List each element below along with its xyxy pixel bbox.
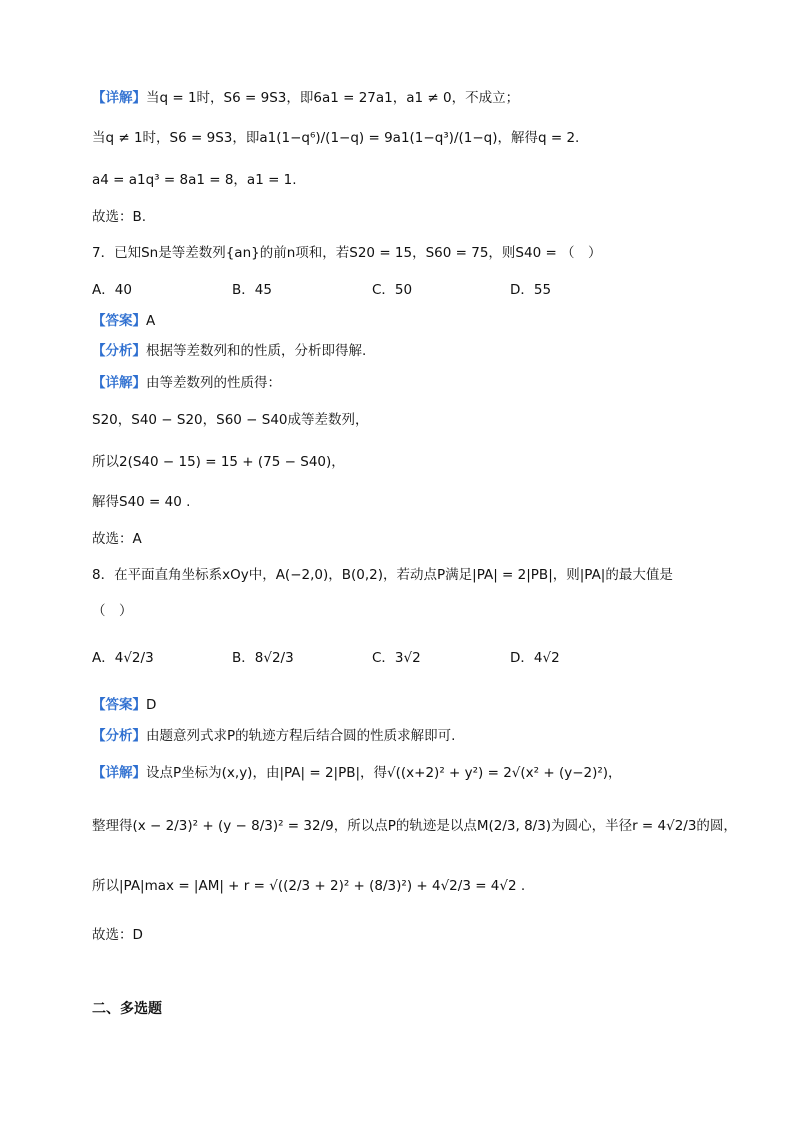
q7-answer <box>92 311 155 331</box>
detail-tag: 【详解】 <box>92 375 146 391</box>
q7-detail-2: 所以2(S40 − 15) = 15 + (75 − S40)， <box>92 454 345 470</box>
q7-answer-value: A <box>146 313 156 329</box>
q8-stem-blank: （ ） <box>92 603 133 619</box>
q8-detail-2: 整理得(x − 2/3)² + (y − 8/3)² = 32/9，所以点P的轨迹是以点M(2/3, 8/3)为圆心，半径r = 4√2/3的圆， <box>92 818 737 834</box>
q7-choose: 故选：A <box>92 531 142 547</box>
q7-detail-1: S20，S40 − S20，S60 − S40成等差数列， <box>92 412 369 428</box>
q7-option-c: C．50 <box>372 282 413 298</box>
q8-stem: 8．在平面直角坐标系xOy中，A(−2,0)，B(0,2)，若动点P满足|PA| = 2|PB|，则|PA|的最大值是 <box>92 567 673 583</box>
q8-option-a: A．4√2/3 <box>92 650 154 666</box>
q8-option-d: D．4√2 <box>510 650 560 666</box>
q7-option-b: B．45 <box>232 282 272 298</box>
p6-detail-line2: 当q ≠ 1时，S6 = 9S3，即a1(1−q⁶)/(1−q) = 9a1(1−q³)/(1−q)，解得q = 2. <box>92 130 580 146</box>
q7-stem: 7．已知Sn是等差数列{an}的前n项和，若S20 = 15，S60 = 75，则S40 = （ ） <box>92 245 602 261</box>
p6-detail-line1 <box>92 88 519 108</box>
p6-detail-line3: a4 = a1q³ = 8a1 = 8，a1 = 1. <box>92 172 297 188</box>
detail-tag: 【详解】 <box>92 765 146 781</box>
section-heading: 二、多选题 <box>92 1001 162 1017</box>
q8-detail-1-text: 设点P坐标为(x,y)，由|PA| = 2|PB|，得√((x+2)² + y²) = 2√(x² + (y−2)²)， <box>146 765 622 781</box>
q7-analysis <box>92 341 366 361</box>
q8-detail-3: 所以|PA|max = |AM| + r = √((2/3 + 2)² + (8/3)²) + 4√2/3 = 4√2 . <box>92 878 526 894</box>
q7-detail-3: 解得S40 = 40 . <box>92 494 191 510</box>
q7-analysis-text: 根据等差数列和的性质，分析即得解. <box>146 343 367 359</box>
answer-tag: 【答案】 <box>92 313 146 329</box>
analysis-tag: 【分析】 <box>92 728 146 744</box>
q7-detail <box>92 373 281 393</box>
answer-tag: 【答案】 <box>92 697 146 713</box>
q8-choose: 故选：D <box>92 927 143 943</box>
detail-tag: 【详解】 <box>92 90 146 106</box>
q8-analysis <box>92 726 455 746</box>
q7-detail-text: 由等差数列的性质得： <box>146 375 281 391</box>
q8-option-c: C．3√2 <box>372 650 421 666</box>
analysis-tag: 【分析】 <box>92 343 146 359</box>
q7-option-d: D．55 <box>510 282 552 298</box>
q7-option-a: A．40 <box>92 282 132 298</box>
q8-option-b: B．8√2/3 <box>232 650 294 666</box>
p6-choose: 故选：B. <box>92 209 147 225</box>
q8-analysis-text: 由题意列式求P的轨迹方程后结合圆的性质求解即可. <box>146 728 456 744</box>
p6-detail-text: 当q = 1时，S6 = 9S3，即6a1 = 27a1，a1 ≠ 0，不成立； <box>146 90 520 106</box>
q8-detail-1 <box>92 763 622 783</box>
q8-answer <box>92 695 156 715</box>
q8-answer-value: D <box>146 697 157 713</box>
